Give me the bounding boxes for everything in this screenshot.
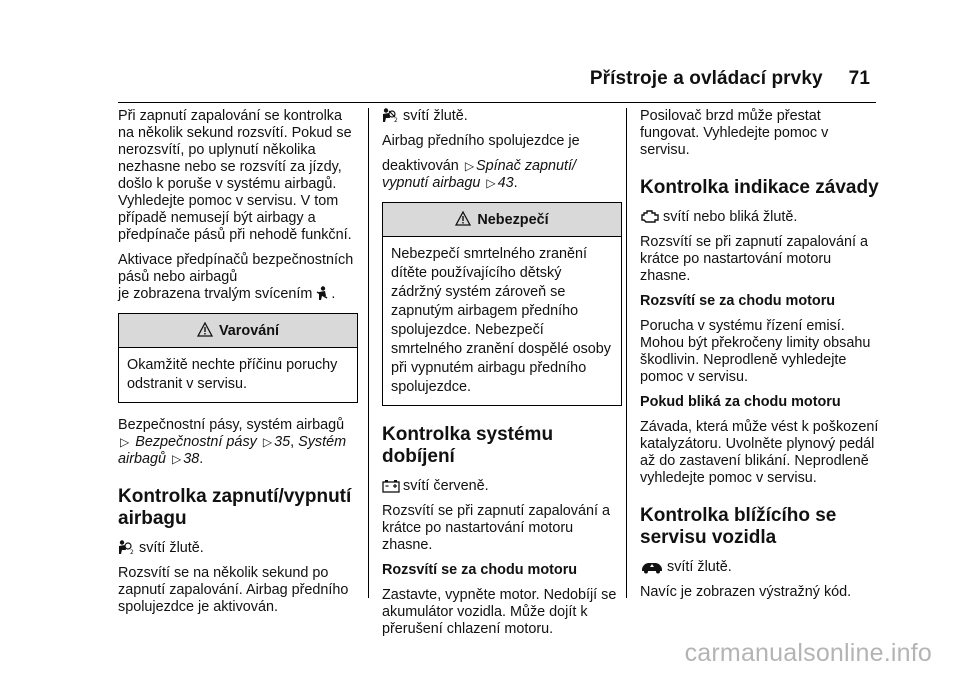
paragraph: Rozsvítí se při zapnutí zapalování a krátce po nastartování motoru zhasne.: [382, 503, 610, 553]
section-heading: Kontrolka indikace závady: [640, 177, 879, 198]
paragraph: Navíc je zobrazen výstražný kód.: [640, 584, 852, 600]
icon-line: svítí červeně.: [382, 478, 622, 495]
column-separator: [368, 108, 369, 598]
icon-line: svítí nebo bliká žlutě.: [640, 209, 880, 226]
danger-body: Nebezpečí smrtelného zranění dítěte používajícího dětský zádržný systém zároveň se zapnutým airbagem předního spolujezdce. Nebezpečí smrtelného zranění dospělé osoby při vypnutém airbagu předního spolujezdce.: [391, 246, 611, 395]
subheading: Pokud bliká za chodu motoru: [640, 394, 841, 410]
paragraph: Airbag předního spolujezdce je: [382, 133, 580, 149]
section-heading: Kontrolka systému dobíjení: [382, 424, 554, 467]
paragraph: deaktivován ▷ Spínač zapnutí/ vypnutí airbagu ▷ 43.: [382, 158, 577, 191]
paragraph: Rozsvítí se při zapnutí zapalování a krátce po nastartování motoru zhasne.: [640, 234, 868, 284]
warning-icon: [455, 211, 471, 227]
warning-box: [118, 313, 358, 403]
section-title: Přístroje a ovládací prvky: [589, 68, 823, 89]
reference-arrow-icon: ▷: [172, 452, 182, 466]
column-1: [118, 108, 358, 624]
reference-arrow-icon: ▷: [262, 435, 273, 449]
subheading: Rozsvítí se za chodu motoru: [382, 562, 578, 578]
watermark: carmanualsonline.info: [684, 639, 932, 667]
service-vehicle-icon: [640, 560, 664, 574]
section-heading: Kontrolka zapnutí/vypnutí airbagu: [118, 486, 352, 529]
svg-text:2: 2: [130, 549, 134, 555]
airbag-off-icon: [382, 108, 400, 123]
airbag-on-icon: [118, 540, 136, 555]
cross-reference-link[interactable]: Systém airbagů: [118, 434, 347, 467]
reference-arrow-icon: ▷: [464, 159, 475, 173]
engine-malfunction-icon: [640, 209, 660, 224]
reference-arrow-icon: ▷: [120, 435, 130, 449]
paragraph: Bezpečnostní pásy, systém airbagů ▷ Bezpečnostní pásy ▷ 35, Systém airbagů ▷ 38.: [118, 417, 347, 467]
warning-body: Okamžitě nechte příčinu poruchy odstranit v servisu.: [127, 357, 338, 392]
paragraph: Aktivace předpínačů bezpečnostních pásů nebo airbagů je zobrazena trvalým svícením .: [118, 252, 354, 302]
icon-line: svítí žlutě.: [640, 559, 880, 576]
column-3: [640, 108, 880, 609]
battery-icon: [382, 479, 400, 493]
subheading: Rozsvítí se za chodu motoru: [640, 293, 836, 309]
paragraph: Zastavte, vypněte motor. Nedobíjí se akumulátor vozidla. Může dojít k přerušení chlazení motoru.: [382, 587, 617, 637]
column-2: [382, 108, 622, 646]
cross-reference-link[interactable]: Spínač zapnutí/ vypnutí airbagu: [382, 158, 577, 191]
reference-arrow-icon: ▷: [486, 176, 496, 190]
paragraph: Závada, která může vést k poškození katalyzátoru. Uvolněte plynový pedál až do zastavení blikání. Neprodleně vyhledejte pomoc v servisu.: [640, 419, 879, 486]
header-rule: [118, 102, 876, 103]
section-heading: Kontrolka blížícího se servisu vozidla: [640, 505, 837, 548]
warning-header: Varování: [119, 314, 357, 348]
paragraph: Porucha v systému řízení emisí. Mohou být překročeny limity obsahu škodlivin. Neprodleně vyhledejte pomoc v servisu.: [640, 318, 871, 385]
icon-line: 2 svítí žlutě.: [382, 108, 622, 125]
danger-box: [382, 202, 622, 406]
page-number: 71: [848, 68, 870, 89]
paragraph: Posilovač brzd může přestat fungovat. Vyhledejte pomoc v servisu.: [640, 108, 829, 158]
svg-text:2: 2: [394, 117, 398, 123]
warning-icon: [197, 322, 213, 338]
paragraph: Při zapnutí zapalování se kontrolka na několik sekund rozsvítí. Pokud se nerozsvítí, po uplynutí několika nezhasne nebo se rozsvítí za jízdy, došlo k poruše v systému airbagů. Vyhledejte pomoc v servisu. V tom případě nemusejí být airbagy a předpínače pásů při nehodě funkční.: [118, 108, 352, 243]
cross-reference-link[interactable]: Bezpečnostní pásy: [135, 434, 257, 450]
seatbelt-tensioner-icon: [316, 286, 328, 301]
icon-line: 2 svítí žlutě.: [118, 540, 358, 557]
danger-header: Nebezpečí: [383, 203, 621, 237]
column-separator: [626, 108, 627, 598]
paragraph: Rozsvítí se na několik sekund po zapnutí zapalování. Airbag předního spolujezdce je aktivován.: [118, 565, 349, 615]
page-header: [590, 68, 870, 90]
